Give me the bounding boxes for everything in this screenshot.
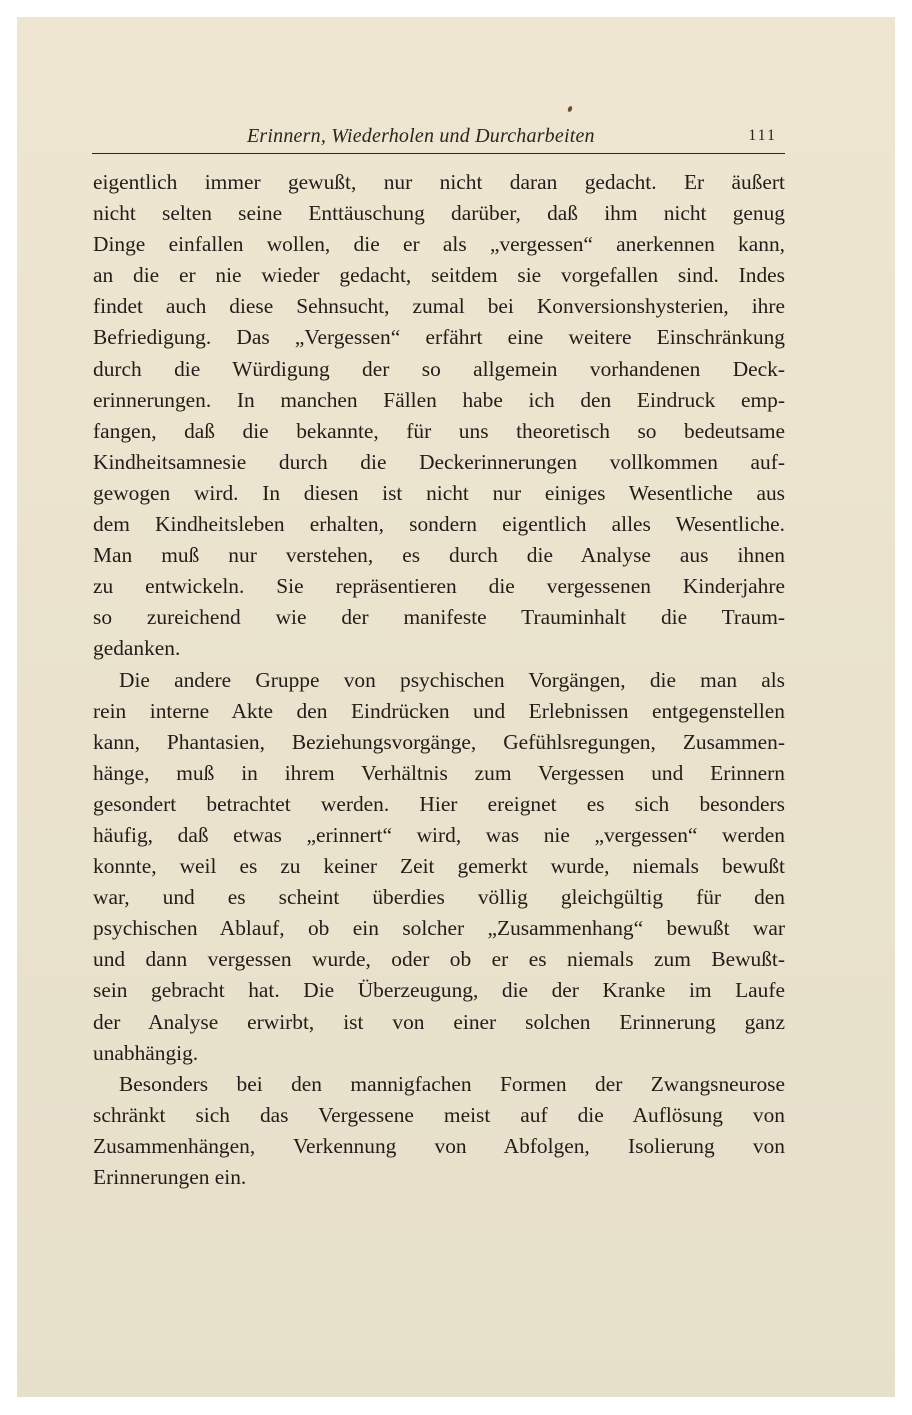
- header-rule: [92, 153, 785, 154]
- text-line: psychischen Ablauf, ob ein solcher „Zusammenhang“ bewußt war: [93, 916, 785, 941]
- text-line: durch die Würdigung der so allgemein vorhandenen Deck-: [93, 356, 785, 381]
- paragraph-2: [93, 665, 785, 1069]
- text-line: unabhängig.: [93, 1040, 199, 1065]
- paragraph-1: [93, 167, 785, 665]
- text-line: war, und es scheint überdies völlig gleichgültig für den: [93, 885, 785, 910]
- text-line: sein gebracht hat. Die Überzeugung, die der Kranke im Laufe: [93, 978, 785, 1003]
- text-line: erinnerungen. In manchen Fällen habe ich den Eindruck emp-: [93, 387, 785, 412]
- text-line: schränkt sich das Vergessene meist auf die Auflösung von: [93, 1102, 785, 1127]
- text-line: Man muß nur verstehen, es durch die Analyse aus ihnen: [93, 543, 785, 568]
- text-line: eigentlich immer gewußt, nur nicht daran gedacht. Er äußert: [93, 170, 785, 194]
- running-title: Erinnern, Wiederholen und Durcharbeiten: [247, 125, 595, 147]
- text-line: Befriedigung. Das „Vergessen“ erfährt eine weitere Einschränkung: [93, 325, 785, 350]
- text-line: nicht selten seine Enttäuschung darüber, daß ihm nicht genug: [93, 201, 785, 226]
- text-line: der Analyse erwirbt, ist von einer solchen Erinnerung ganz: [93, 1009, 785, 1034]
- ink-speck: [567, 105, 573, 112]
- text-line: rein interne Akte den Eindrücken und Erlebnissen entgegenstellen: [93, 698, 785, 723]
- text-line: gedanken.: [93, 636, 181, 661]
- text-line: hänge, muß in ihrem Verhältnis zum Vergessen und Erinnern: [93, 760, 785, 785]
- text-line: häufig, daß etwas „erinnert“ wird, was nie „vergessen“ werden: [93, 822, 785, 847]
- text-line: so zureichend wie der manifeste Trauminhalt die Traum-: [93, 605, 785, 630]
- text-line: konnte, weil es zu keiner Zeit gemerkt wurde, niemals bewußt: [93, 854, 785, 879]
- page-number: 111: [748, 127, 777, 144]
- text-line: dem Kindheitsleben erhalten, sondern eigentlich alles Wesentliche.: [93, 512, 785, 537]
- text-line: kann, Phantasien, Beziehungsvorgänge, Gefühlsregungen, Zusammen-: [93, 729, 785, 754]
- text-line: Besonders bei den mannigfachen Formen der Zwangsneurose: [119, 1071, 785, 1096]
- text-line: Kindheitsamnesie durch die Deckerinnerungen vollkommen auf-: [93, 449, 785, 474]
- paragraph-3: [93, 1069, 785, 1193]
- book-page: [17, 17, 895, 1397]
- body-text: [93, 167, 785, 1193]
- text-line: Erinnerungen ein.: [93, 1165, 247, 1189]
- text-line: und dann vergessen wurde, oder ob er es niemals zum Bewußt-: [93, 947, 785, 972]
- text-line: Die andere Gruppe von psychischen Vorgängen, die man als: [119, 667, 785, 692]
- text-line: gesondert betrachtet werden. Hier ereignet es sich besonders: [93, 791, 785, 816]
- text-line: Zusammenhängen, Verkennung von Abfolgen, Isolierung von: [93, 1133, 785, 1158]
- running-header: [92, 121, 785, 151]
- text-line: zu entwickeln. Sie repräsentieren die vergessenen Kinderjahre: [93, 574, 785, 599]
- text-line: findet auch diese Sehnsucht, zumal bei Konversionshysterien, ihre: [93, 294, 785, 319]
- text-line: gewogen wird. In diesen ist nicht nur einiges Wesentliche aus: [93, 480, 785, 505]
- text-line: fangen, daß die bekannte, für uns theoretisch so bedeutsame: [93, 418, 785, 443]
- text-line: Dinge einfallen wollen, die er als „vergessen“ anerkennen kann,: [93, 232, 785, 257]
- text-line: an die er nie wieder gedacht, seitdem sie vorgefallen sind. Indes: [93, 263, 785, 288]
